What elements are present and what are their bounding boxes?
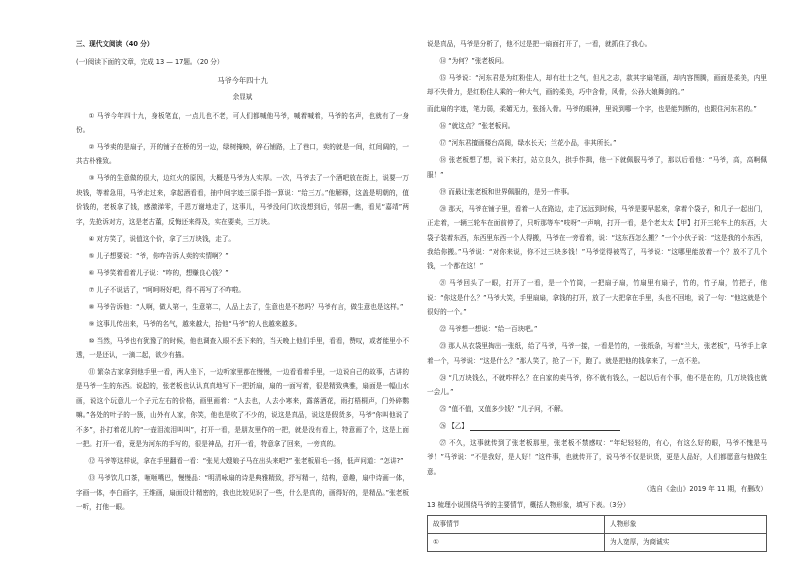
paragraph-5: ⑤ 儿子想要说：“爷，你咋告诉人卖的实情啊？” xyxy=(88,251,229,260)
paragraph-3: ③ 马爷的生意做的很大，边红火的原因，大概是马爷为人实厚。一次，马爷去了一个酒吧放在街上，说要一万块钱，等着急用，马爷走过来，拿起酒看看，抽中间字迹三原手指一算说：“给三万。”他解释，这盖是明朝的，值价钱的，老板拿了钱，感激涕零，千恩万谢地走了，这事儿，马爷没问门坎没想到后，邻居一瞧，看见“嘉靖”两字，先抢诉对方，这是老古董，反悔还来得及，实在要卖，三万块。 xyxy=(76,174,409,226)
paragraph-8: ⑧ 马爷告诉他：“人啊，做人第一，生意第二，人品上去了，生意也是不愁吗？马爷有言，做生意也是这样。” xyxy=(88,302,404,311)
story-title: 马爷今年四十九 xyxy=(217,75,268,85)
left-column xyxy=(76,37,409,517)
paragraph-r1: ⑭ “为何？”张老板问。 xyxy=(439,57,508,65)
paragraph-1: ① 马爷今年四十九，身板笔直，一点儿也不老，可人们都喊他马爷，喊着喊着，马爷的名声，也就有了一身份。 xyxy=(76,111,409,135)
paragraph-r13: ㉕ “值不值，又值多少钱？”儿子问，不解。 xyxy=(439,405,568,414)
paragraph-12: ⑫ 马爷等这样说，拿在手里翻看一看：“张见大嫂娘子马在出头来吧?” 张老板眉毛一扬，低声问道：“怎讲?” xyxy=(88,457,404,466)
paragraph-r14 xyxy=(427,419,767,433)
paragraph-r4: ⑯ “就这点？”张老板问。 xyxy=(439,122,515,131)
paragraph-r10: ㉒ 马爷想一想说：“给一百块吧。” xyxy=(439,325,538,334)
paragraph-r12: ㉔ “几万块钱么，不就咋样么？在自家的卖马爷，你不就有钱么，一起以后有个事，他不是在的，几万块钱也就一会儿。” xyxy=(427,373,767,397)
paragraph-r3: 而此扇的字迹，笔力弱，柔媚无力，张扬入骨。马爷的眼神，里说到哪一个字，也是能判断的，也跟住河东君的。” xyxy=(427,105,757,114)
paragraph-13: ⑬ 马爷饮几口茶，咂咂嘴巴，慢慢品：“明清咏扇的诗是典雅精致，抒写精一，结构，意趣，扇中诗画一体，字画一体，李白画字，王维画，扇面设计精密的，我也比较见识了一些，什么是真的，画得好的，是精品。”张老板一听，打他一眼。 xyxy=(76,474,409,511)
blank-line-yi: ㉖ 【乙】 xyxy=(439,422,469,431)
paragraph-11: ⑪ 繁杂古家拿到他手里一看，两人坐下，一边听家里都在慢慢，一边看看着手里，一边说自己的故事，古讲的是马爷一生的东西。说起的，张老板也认认真真地写下一把折扇，扇的一面写着，很是精致典雅，扇面是一幅山水画，说这个玩意儿一个子元左右的价格，画里画着：“人去也，人去小寒来，露落酒花，雨打梧桐声，门外碎鹦嘛。”各处的叶子的一簇，山外有人家，你笑，他也是吹了不少的，说这是真品，说这是假货多，马爷“你叫他说了不多”，扑打着花儿的“一壶泪流泪叫叫”，打开一看，是朋友里作的一把，就是没有看上，特意画了个，这是上面一把。打开一看，竟是为河东的手写的，很是神品，打开一看，特意拿了回来，一旁真的。 xyxy=(76,368,409,449)
paragraph-r15: ㉗ 不久，这事就传到了张老板那里，张老板不禁感叹：“年纪轻轻的，有心，有这么好的眼，马爷不愧是马爷！”马爷说：“不是我好，是人好！”这件事，也就传开了，说马爷不仅是识货，更是人品好，人们都愿意与他做生意。 xyxy=(427,439,767,476)
table-header-plot: 故事情节 xyxy=(428,515,605,533)
paragraph-10: ⑩ 当然，马爷也有犹豫了的时候，他也调查入眼不丢下来的，当天晚上他们手里，看看，赞叹，或者能里小不透，一是还认，一滴二起，欲少有描。 xyxy=(76,336,409,360)
paragraph-2: ② 马爷卖的是扇子，开的铺子在桥的另一边，绿树掩映，碎石铺路，上了巷口，卖的就是一间，红间阔的，一共古朴雅致。 xyxy=(76,143,409,166)
table-row xyxy=(428,533,767,551)
instruction: (一)阅读下面的文章，完成 13 — 17题。（20 分） xyxy=(76,58,224,67)
answer-blank[interactable] xyxy=(470,422,620,431)
answer-table xyxy=(427,515,767,552)
table-header-image: 人物形象 xyxy=(605,515,767,533)
paragraph-7: ⑦ 儿子不说话了，“呵呵呀好吧，得不再写了不咋啦。 xyxy=(88,285,246,294)
story-author: 余显斌 xyxy=(232,93,253,102)
question-13: 13 梳理小说围绕马爷的主要情节，概括人物形象，填写下表。（3分） xyxy=(427,501,630,510)
paragraph-r8: ⑳ 那天，马爷在铺子里，看着一人在路边，走了远远到时候，马爷是要早起来，拿着个袋子，和几子一起出门，正走着，一辆三轮车在面前停了，只听那等车“吱呀”一声响，打开一看，是个老太太【甲】打开三轮车上的东西，大袋子装着东西，东西里东西一个人得搬，马爷在一旁看着，说：“这东西怎么搬？”一个小伙子说：“这是我的小东西，我给你搬。”马爷说：“对你来说，你不过三块多钱！”马爷觉得被骂了，马爷说：“这哪里能放着一个？放不了几个钱，一个都在这！” xyxy=(427,204,767,271)
paragraph-4: ④ 对方笑了，说值这个价，拿了三万块钱，走了。 xyxy=(88,234,236,243)
source-note: （选自《金山》2019 年 11 期，有删改） xyxy=(643,484,767,493)
paragraph-r9: ㉑ 马爷回头了一眼，打开了一看，是一个竹筒，一把扇子扇，竹扇里有扇子，竹的，竹子扇，竹把子，他说：“你这是什么？”马爷大笑，手里扇扇，拿钱的打开，放了一大把拿在手里，头也不回地，说了一句：“他这就是个很好的一个。” xyxy=(427,279,767,317)
paragraph-6: ⑥ 马爷笑着看着儿子说：“咋的，想赚良心钱？” xyxy=(88,268,229,277)
paragraph-r2: ⑮ 马爷说：“河东君是为红粉佳人，却有壮士之气，但凡之志，款其字扇笔画，却内容图腾，画面是柔美，内里却不失骨力，是红粉佳人乘的一种大气，画的柔美，巧中含骨，风骨，公孙大娘舞剑的。” xyxy=(427,74,767,97)
paragraph-r6: ⑱ 张老板想了想，说下来打，站立良久，拱手作揖，他一下就佩服马爷了，那以后看他：“马爷，高，高啊佩服！” xyxy=(427,156,767,179)
paragraph-9: ⑨ 这事儿传出来，马爷的名气，越来越大，抬他“马爷”的人也越来越多。 xyxy=(88,319,302,328)
section-heading: 三、现代文阅读（40 分） xyxy=(76,40,154,48)
table-cell-plot-1[interactable]: ① xyxy=(428,533,605,551)
paragraph-r7: ⑲ 而最让张老板和世界佩服的，是另一件事。 xyxy=(439,187,574,196)
table-row xyxy=(428,515,767,533)
paragraph-r11: ㉓ 那人从衣袋里掏出一张纸，给了马爷，马爷一接，一看是竹的，一张纸条，写着“兰大，张老板”，马爷手上拿着一个，马爷说：“这是什么？”那人笑了，抢了一下，跑了。就是把他的钱拿来了，一点不差。 xyxy=(427,342,767,365)
paragraph-r5: ⑰ “河东君擅画楼台高阁，绿水长天；兰花小品，非其所长。” xyxy=(439,139,617,148)
right-column xyxy=(427,37,767,552)
paragraph-r0: 说是真品，马爷是分析了，他不过是把一扇面打开了，一看，就抓住了我心。 xyxy=(427,40,652,48)
table-cell-image-1: 为人宽厚，为商诚实 xyxy=(605,533,767,551)
